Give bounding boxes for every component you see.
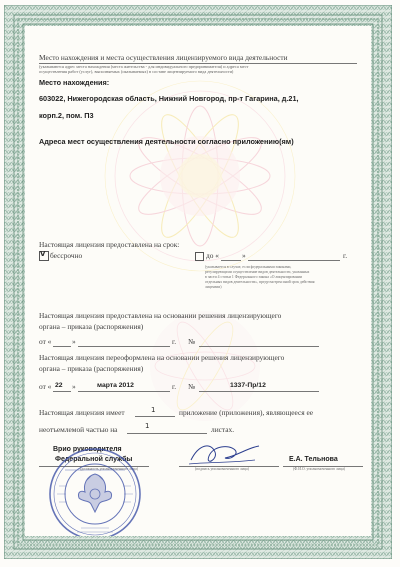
caption-name: (Ф.И.О. уполномоченного лица)	[293, 467, 346, 471]
address-line-2: корп.2, пом. П3	[39, 111, 94, 120]
address-label: Место нахождения:	[39, 78, 110, 87]
appendix-line-2-suffix: листах.	[211, 425, 235, 434]
basis-year-suffix: г.	[172, 337, 177, 346]
signer-role-2: Федеральной службы	[55, 456, 133, 463]
until-prefix: до «	[206, 251, 219, 260]
term-note-4: отдельных видов деятельности», предусмотрен иной срок действия	[205, 280, 315, 284]
header-hint-2: осуществления работ (услуг), выполняемых (оказываемых) в составе лицензируемого вида деятельности)	[39, 69, 234, 74]
basis-mid: »	[72, 337, 76, 346]
header-title: Место нахождения и места осуществления лицензируемого вида деятельности	[39, 53, 288, 62]
checkbox-indefinite	[39, 251, 49, 261]
until-mid: »	[242, 251, 246, 260]
address-line-1: 603022, Нижегородская область, Нижний Новгород, пр-т Гагарина, д.21,	[39, 94, 299, 103]
basis-number-line	[199, 346, 319, 347]
term-note-2: регулирующими осуществление видов деятельности, указанных	[205, 270, 310, 274]
basis-number-sign: №	[188, 337, 196, 346]
places-note: Адреса мест осуществления деятельности согласно приложению(ям)	[39, 137, 294, 146]
reissue-from: от «	[39, 382, 52, 391]
reissue-day: 22	[55, 382, 63, 389]
checkbox-until	[195, 252, 204, 261]
until-suffix: г.	[343, 251, 348, 260]
reissue-day-line	[53, 391, 71, 392]
reissue-number-line	[199, 391, 319, 392]
until-day-line	[221, 260, 241, 261]
term-label: Настоящая лицензия предоставлена на срок:	[39, 240, 180, 249]
appendix-line-2-prefix: неотъемлемой частью на	[39, 425, 118, 434]
reissue-month-line	[78, 391, 170, 392]
caption-sign: (подпись уполномоченного лица)	[195, 467, 249, 471]
reissue-number-sign: №	[188, 382, 196, 391]
term-note-3: в части 4 статьи 1 Федерального закона «О лицензировании	[205, 275, 302, 279]
reissue-number: 1337-Пр/12	[230, 382, 266, 389]
header-hint-1: (указываются адрес места нахождения (места жительства - для индивидуального предпринимателя) и адреса мест	[39, 64, 249, 69]
basis-day-line	[53, 346, 71, 347]
appendix-sheets-line	[127, 433, 207, 434]
reissue-month-year: марта 2012	[97, 382, 134, 389]
appendix-sheets: 1	[145, 422, 150, 430]
option-indefinite: бессрочно	[50, 251, 83, 260]
signer-role-1: Врио руководителя	[53, 446, 122, 453]
appendix-line-1-suffix: приложение (приложения), являющееся ее	[179, 408, 314, 417]
basis-line-2: органа – приказа (распоряжения)	[39, 322, 144, 331]
term-note-1: (указывается в случае, если федеральными законами,	[205, 265, 292, 269]
basis-from: от «	[39, 337, 52, 346]
basis-month-line	[78, 346, 170, 347]
document-body	[25, 26, 371, 536]
caption-position: (должность уполномоченного лица)	[80, 467, 139, 471]
appendix-line-1-prefix: Настоящая лицензия имеет	[39, 408, 125, 417]
official-stamp	[47, 446, 143, 536]
reissue-mid: »	[72, 382, 76, 391]
reissue-line-2: органа – приказа (распоряжения)	[39, 364, 144, 373]
term-note-5: лицензии)	[205, 285, 222, 289]
reissue-year-suffix: г.	[172, 382, 177, 391]
basis-line-1: Настоящая лицензия предоставлена на основании решения лицензирующего	[39, 311, 282, 320]
appendix-count: 1	[151, 406, 156, 414]
term-note	[205, 265, 314, 290]
reissue-line-1: Настоящая лицензия переоформлена на основании решения лицензирующего	[39, 353, 285, 362]
until-month-line	[248, 260, 340, 261]
signer-name: Е.А. Тельнова	[289, 456, 338, 463]
appendix-count-line	[135, 416, 175, 417]
check-mark: V	[40, 250, 46, 258]
